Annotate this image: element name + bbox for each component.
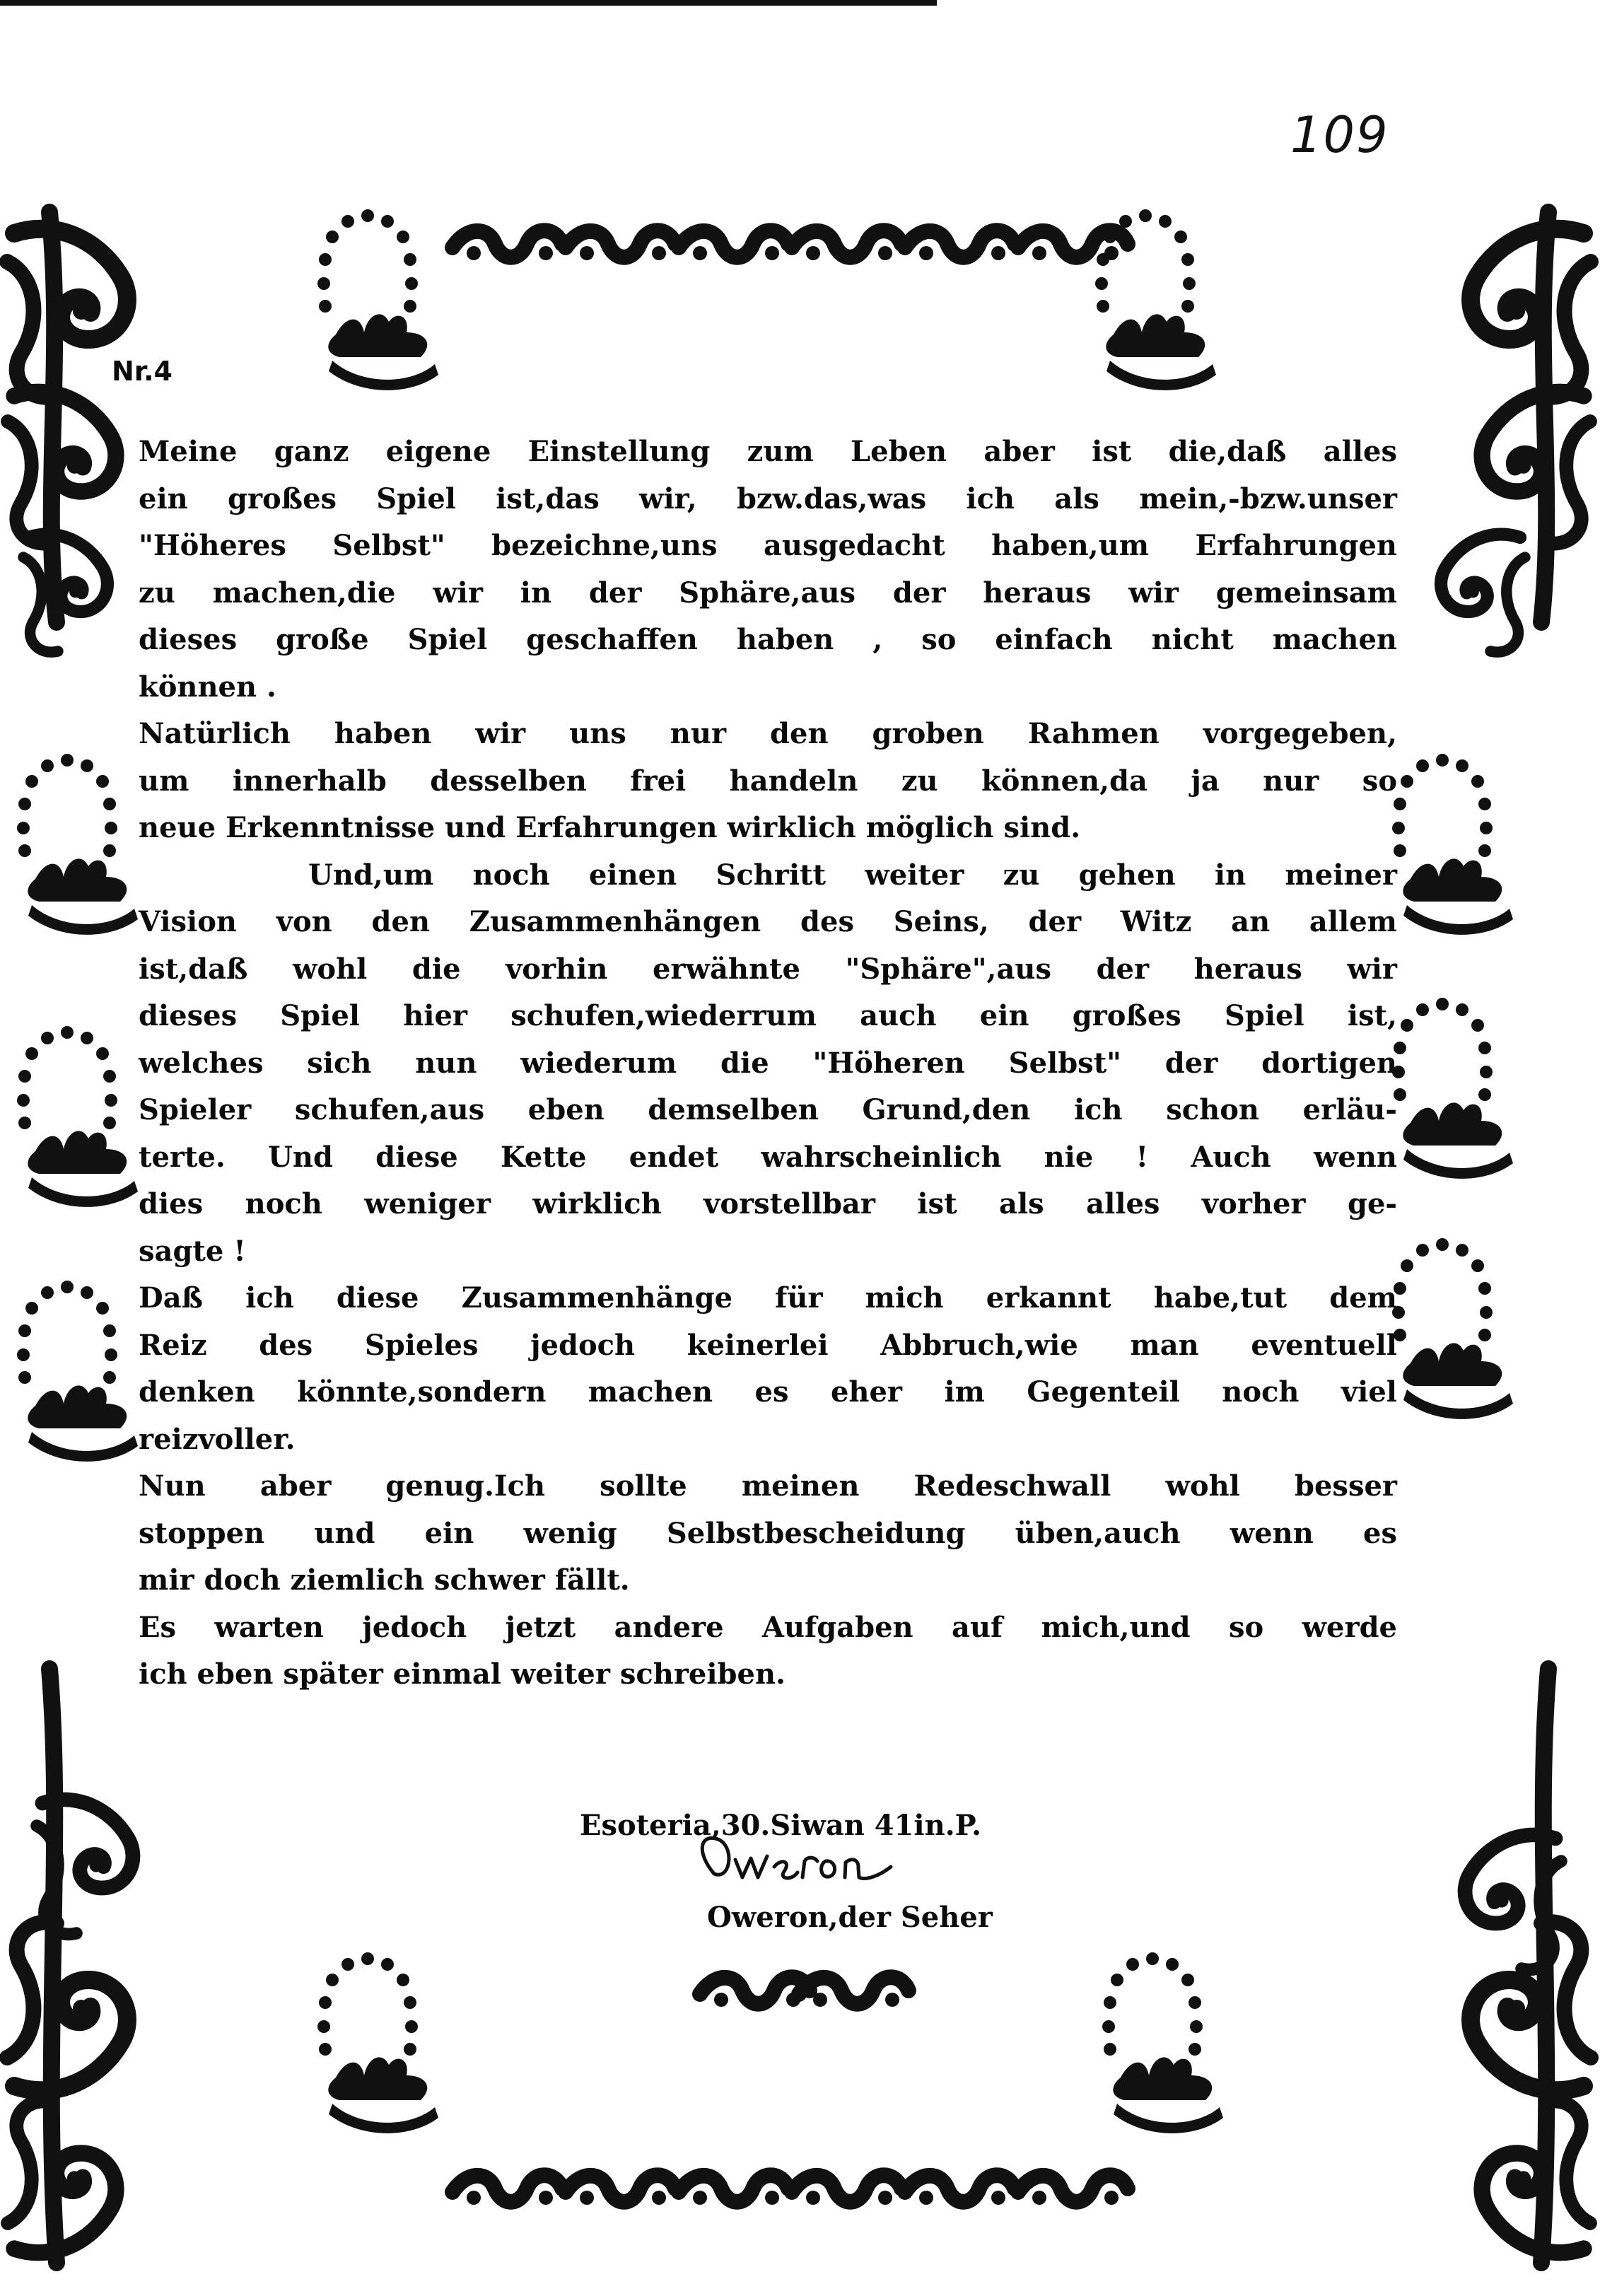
text-line: sagte ! [139, 1234, 246, 1268]
signature-name: Oweron,der Seher [707, 1901, 993, 1934]
text-line: dies noch weniger wirklich vorstellbar ist als alles vorher ge- [139, 1187, 1397, 1220]
text-line: Vision von den Zusammenhängen des Seins, der Witz an allem [139, 905, 1397, 938]
issue-label: Nr.4 [112, 356, 173, 387]
text-line: können . [139, 670, 276, 704]
text-line: Meine ganz eigene Einstellung zum Leben aber ist die,daß alles [139, 435, 1397, 468]
text-line: ich eben später einmal weiter schreiben. [139, 1657, 786, 1691]
text-line: Daß ich diese Zusammenhänge für mich erkannt habe,tut dem [139, 1281, 1397, 1315]
text-line: Nun aber genug.Ich sollte meinen Redeschwall wohl besser [139, 1469, 1397, 1503]
text-line: neue Erkenntnisse und Erfahrungen wirklich möglich sind. [139, 811, 1081, 844]
text-line: welches sich nun wiederum die "Höheren Selbst" der dortigen [139, 1046, 1397, 1080]
text-line: Es warten jedoch jetzt andere Aufgaben auf mich,und so werde [139, 1610, 1397, 1644]
text-line: "Höheres Selbst" bezeichne,uns ausgedacht haben,um Erfahrungen [139, 529, 1397, 562]
text-line: um innerhalb desselben frei handeln zu können,da ja nur so [139, 764, 1397, 798]
text-line: Und,um noch einen Schritt weiter zu gehen in meiner [308, 858, 1397, 892]
text-line: Reiz des Spieles jedoch keinerlei Abbruch,wie man eventuell [139, 1328, 1397, 1362]
place-date: Esoteria,30.Siwan 41in.P. [580, 1809, 982, 1842]
text-line: dieses Spiel hier schufen,wiederrum auch ein großes Spiel ist, [139, 999, 1397, 1032]
text-line: zu machen,die wir in der Sphäre,aus der heraus wir gemeinsam [139, 576, 1397, 610]
text-line: Spieler schufen,aus eben demselben Grund,den ich schon erläu- [139, 1093, 1397, 1126]
text-line: stoppen und ein wenig Selbstbescheidung üben,auch wenn es [139, 1516, 1397, 1550]
text-line: terte. Und diese Kette endet wahrscheinlich nie ! Auch wenn [139, 1140, 1397, 1174]
text-line: denken könnte,sondern machen es eher im Gegenteil noch viel [139, 1375, 1397, 1409]
text-line: ein großes Spiel ist,das wir, bzw.das,was ich als mein,-bzw.unser [139, 482, 1397, 515]
text-line: Natürlich haben wir uns nur den groben Rahmen vorgegeben, [139, 717, 1397, 750]
page-number: 109 [1290, 106, 1389, 164]
text-line: dieses große Spiel geschaffen haben , so einfach nicht machen [139, 623, 1397, 656]
text-line: reizvoller. [139, 1422, 296, 1456]
text-line: ist,daß wohl die vorhin erwähnte "Sphäre",aus der heraus wir [139, 952, 1397, 986]
text-line: mir doch ziemlich schwer fällt. [139, 1563, 630, 1597]
